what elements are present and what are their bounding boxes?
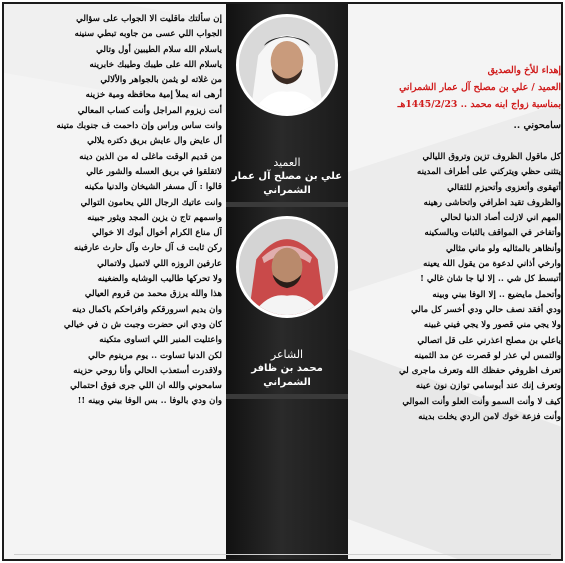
poem-line: أرهى انه يملأ إمية محافظه ومية خزينه <box>85 90 222 101</box>
poem-line: كل ماقول الظروف تزين وتروق الليالي <box>422 152 561 162</box>
poem-line: لكن الدنيا تساوت .. يوم مرينوم حالي <box>88 350 222 361</box>
dedication-line: بمناسبة زواج ابنه محمد .. 1445/2/23هـ <box>397 99 561 110</box>
poem-line: كان ودي اني حضرت وجبت ش ن في خيالي <box>63 319 222 330</box>
recipient-role: العميد <box>273 156 301 169</box>
poem-line: ولا تحركها طاليب الوشايه والضغينه <box>97 274 222 285</box>
poem-line: والتمس لي عذر لو قصرت عن مد الثمينه <box>414 350 561 361</box>
poem-line: أتبسط كل شي .. إلا ليا جا شان غالي ! <box>420 274 561 285</box>
poem-line: واعتليت المنبر اللي اتساوى متكينه <box>99 335 222 346</box>
band-stripe <box>226 202 348 207</box>
poem-line: ولاقدرت أستعذب الحالي وأنا روحي حزينه <box>73 365 222 376</box>
poem-line: واسمهم تاج ن يزين المجد ويثور جبينه <box>87 212 222 223</box>
dedication-block <box>356 62 561 113</box>
poem-line: أنت زيزوم المراجل وأنت كساب المعالي <box>77 105 222 116</box>
poem-line: إن سألتك ماقليت الا الجواب على سؤالي <box>76 14 222 24</box>
poem-line: من قديم الوقت ماغلى له من الذين دينه <box>79 151 222 162</box>
poster-frame <box>2 2 563 561</box>
poem-line: وأتحمل مايضيع .. إلا الوفا بيني وبينه <box>432 289 561 300</box>
poem-line: وأنت فزعة خوك لامن الردي يخلت بدينه <box>418 412 561 423</box>
poem-line: المهم اني لازلت أصاد الدنيا لحالي <box>440 213 561 224</box>
poem-line: لاتقلقوا في بريق العسله والشور عالي <box>86 166 222 177</box>
poem-line: وانت ساس وراس وإن داحمت ف جنوبك متينه <box>56 121 222 132</box>
poem-line: وأنظاهر بالمثاليه ولو ماني مثالي <box>445 243 561 254</box>
poem-line: أل عايض وال عايش بريق دكتره يلالي <box>87 136 222 147</box>
poem-line: ركن ثابت ف آل حارث وآل حارث عارفينه <box>73 243 222 254</box>
poem-line: ياسلام الله سلام الطيبين أول وتالي <box>96 44 222 55</box>
poem-line: سامحوني والله ان اللي جرى فوق احتمالي <box>70 381 222 392</box>
poem-line: هذا والله يرزق محمد من قروم العيالي <box>84 289 222 300</box>
poem-line: من غلاته لو يثمن بالجواهر والألالي <box>100 75 222 86</box>
poem-line: ياعلي بن مصلح اعذرني على قل اتصالي <box>417 335 561 346</box>
poem-line: وأتفاخر في المواقف بالثبات وبالسكينه <box>424 228 561 239</box>
band-stripe <box>226 394 348 399</box>
poem-left-column <box>14 12 222 410</box>
dedication-line: العميد / علي بن مصلح آل عمار الشمراني <box>399 82 561 93</box>
poem-line: ودي أفقد نصف حالي ودي أخسر كل مالي <box>411 304 561 315</box>
poem-line: كيف لا وأنت السمو وأنت العلو وأنت الموالي <box>402 396 561 407</box>
poem-line: آل مناع الكرام أخوال أبوك الا خوالي <box>91 228 222 239</box>
poet-caption <box>226 348 348 390</box>
recipient-caption <box>226 156 348 198</box>
poem-line: الجواب اللي عسى من جاوبه تبطي سنينه <box>74 29 222 40</box>
recipient-photo <box>236 14 338 116</box>
poet-role: الشاعر <box>270 348 304 361</box>
poem-opening: سامحوني .. <box>513 120 561 131</box>
poem-line: وتعرف إنك عند أبوسامي توازن نون عينه <box>415 381 561 392</box>
person-portrait-icon <box>239 17 335 113</box>
poet-photo <box>236 216 338 318</box>
poem-line: وانت عاتيك الرجال اللي يحامون التوالي <box>80 197 222 208</box>
poem-line: يتثنى حظي ويتركني على أطراف المدينه <box>416 167 561 178</box>
poem-line: وارخي أذاني لدعوة من يقول الله يعينه <box>423 259 561 270</box>
recipient-name: علي بن مصلح آل عمار الشمراني <box>231 171 343 196</box>
poem-line: أتهقوى وأتعزوى وأتحيزم للثقالي <box>447 182 561 193</box>
poem-line: عارفين الروزه اللي لاتميل ولاتمالي <box>97 258 222 269</box>
poem-line: قالوا : آل مسفر الشيخان والدنيا مكينه <box>84 182 222 193</box>
poem-line: والظروف تقيد اطرافي واتحاشى رهينه <box>423 197 561 208</box>
poem-right-column <box>356 150 561 425</box>
poem-line: وان ودي بالوفا .. بس الوفا بيني وبينه !! <box>77 396 222 407</box>
bottom-divider <box>14 554 551 555</box>
poem-line: ولا يجي مني قصور ولا يجي فيني غبينه <box>423 320 561 331</box>
person-portrait-icon <box>239 219 335 315</box>
dedication-line: إهداء للأخ والصديق <box>487 65 561 76</box>
poem-line: ياسلام الله على طيبك وطيبك خابرينه <box>89 59 222 70</box>
poet-name: محمد بن ظافر الشمراني <box>251 363 323 388</box>
poem-line: وان يديم اسرورقكم وافراحكم باكمال دينه <box>72 304 222 315</box>
poem-line: تعرف اظروفي حفظك الله وتعرف ماجرى لي <box>398 366 561 377</box>
